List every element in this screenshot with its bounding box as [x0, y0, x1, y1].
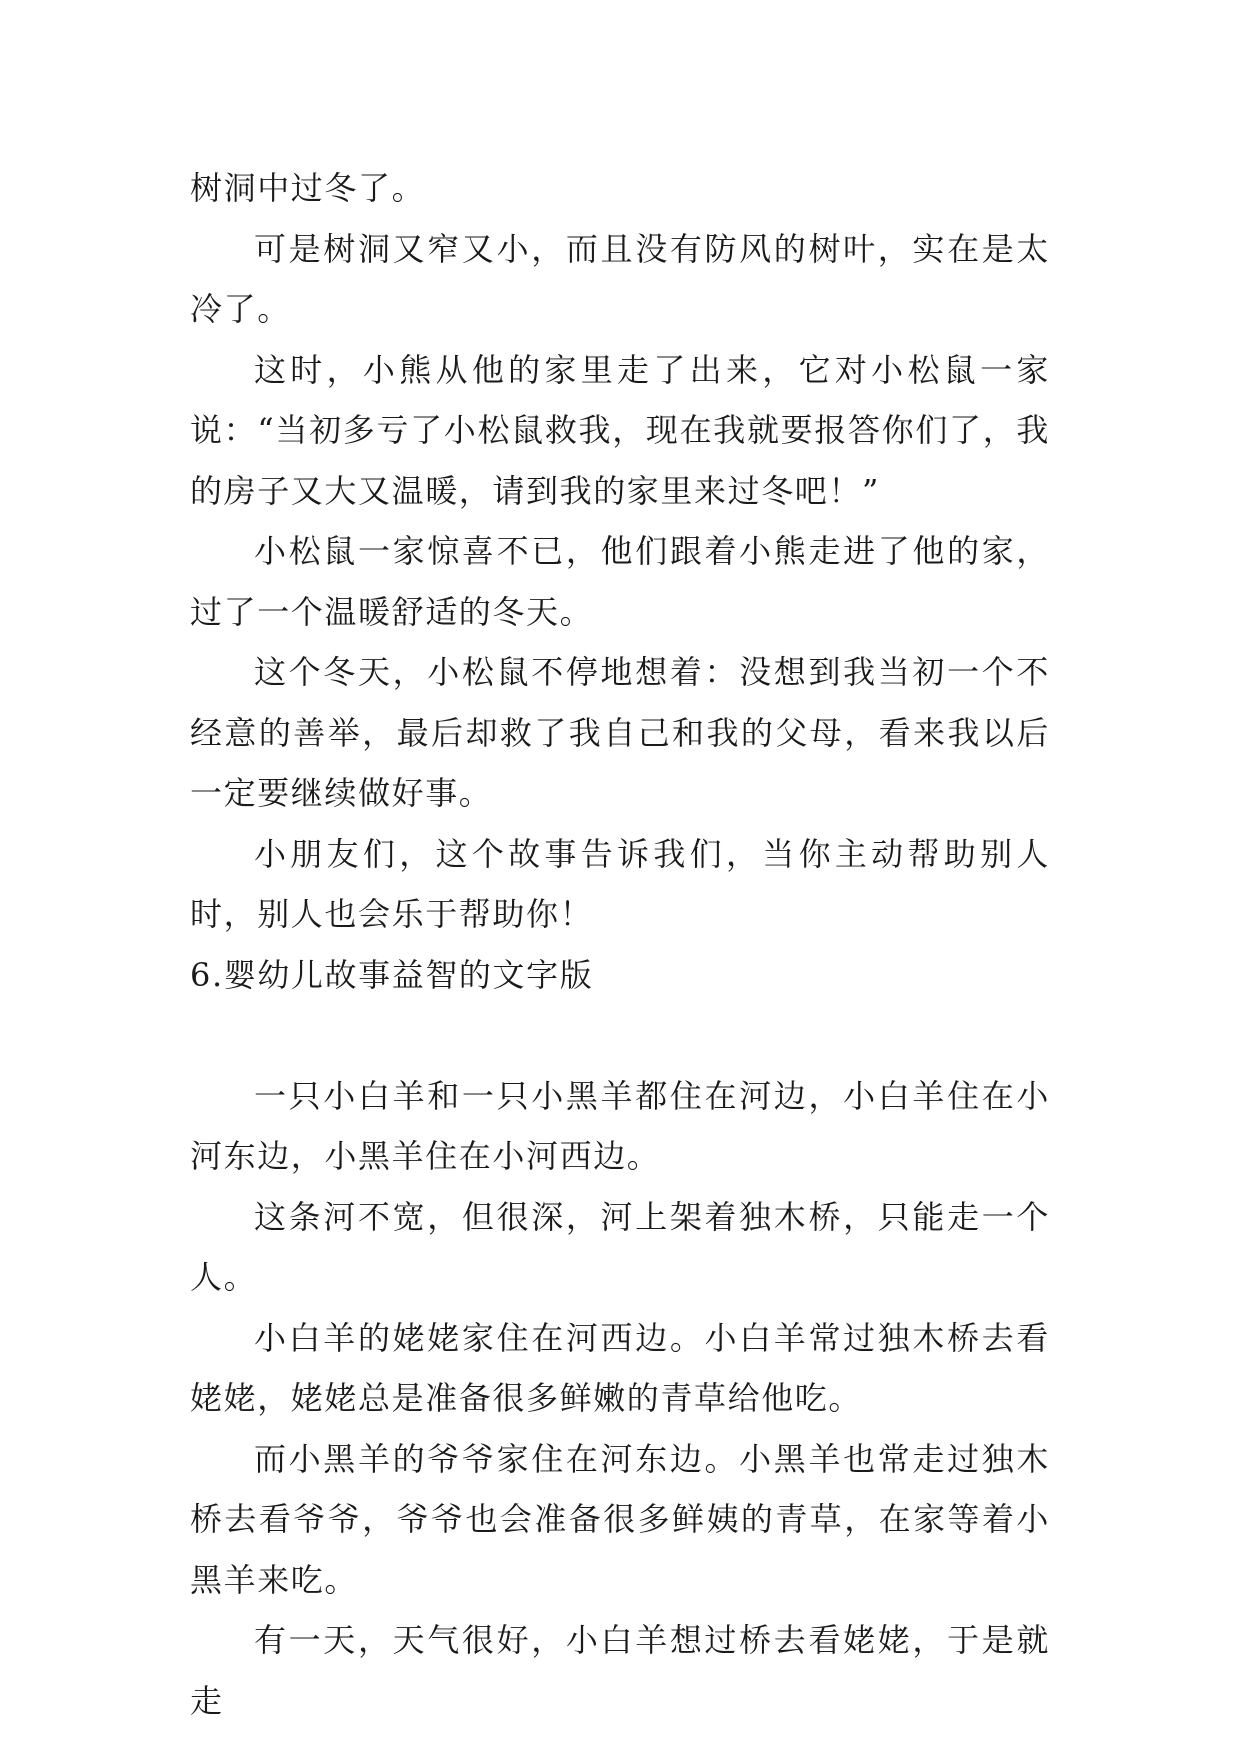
paragraph: 一只小白羊和一只小黑羊都住在河边，小白羊住在小河东边，小黑羊住在小河西边。 [190, 1076, 1050, 1175]
paragraph: 这条河不宽，但很深，河上架着独木桥，只能走一个人。 [190, 1197, 1050, 1296]
paragraph: 小松鼠一家惊喜不已，他们跟着小熊走进了他的家，过了一个温暖舒适的冬天。 [190, 532, 1050, 631]
paragraph: 小白羊的姥姥家住在河西边。小白羊常过独木桥去看姥姥，姥姥总是准备很多鲜嫩的青草给他吃。 [190, 1318, 1050, 1417]
section-heading: 6.婴幼儿故事益智的文字版 [190, 955, 594, 994]
blank-line [190, 1005, 1050, 1066]
paragraph: 而小黑羊的爷爷家住在河东边。小黑羊也常走过独木桥去看爷爷，爷爷也会准备很多鲜姨的青草，在家等着小黑羊来吃。 [190, 1439, 1050, 1599]
paragraph-continuation: 树洞中过冬了。 [190, 169, 426, 207]
document-body [190, 158, 1050, 1731]
paragraph: 这时，小熊从他的家里走了出来，它对小松鼠一家说：“当初多亏了小松鼠救我，现在我就要报答你们了，我的房子又大又温暖，请到我的家里来过冬吧！” [190, 350, 1050, 510]
paragraph: 小朋友们，这个故事告诉我们，当你主动帮助别人时，别人也会乐于帮助你！ [190, 834, 1050, 933]
paragraph: 这个冬天，小松鼠不停地想着：没想到我当初一个不经意的善举，最后却救了我自己和我的父母，看来我以后一定要继续做好事。 [190, 653, 1050, 812]
paragraph: 可是树洞又窄又小，而且没有防风的树叶，实在是太冷了。 [190, 229, 1050, 328]
paragraph: 有一天，天气很好，小白羊想过桥去看姥姥，于是就走 [190, 1621, 1050, 1720]
